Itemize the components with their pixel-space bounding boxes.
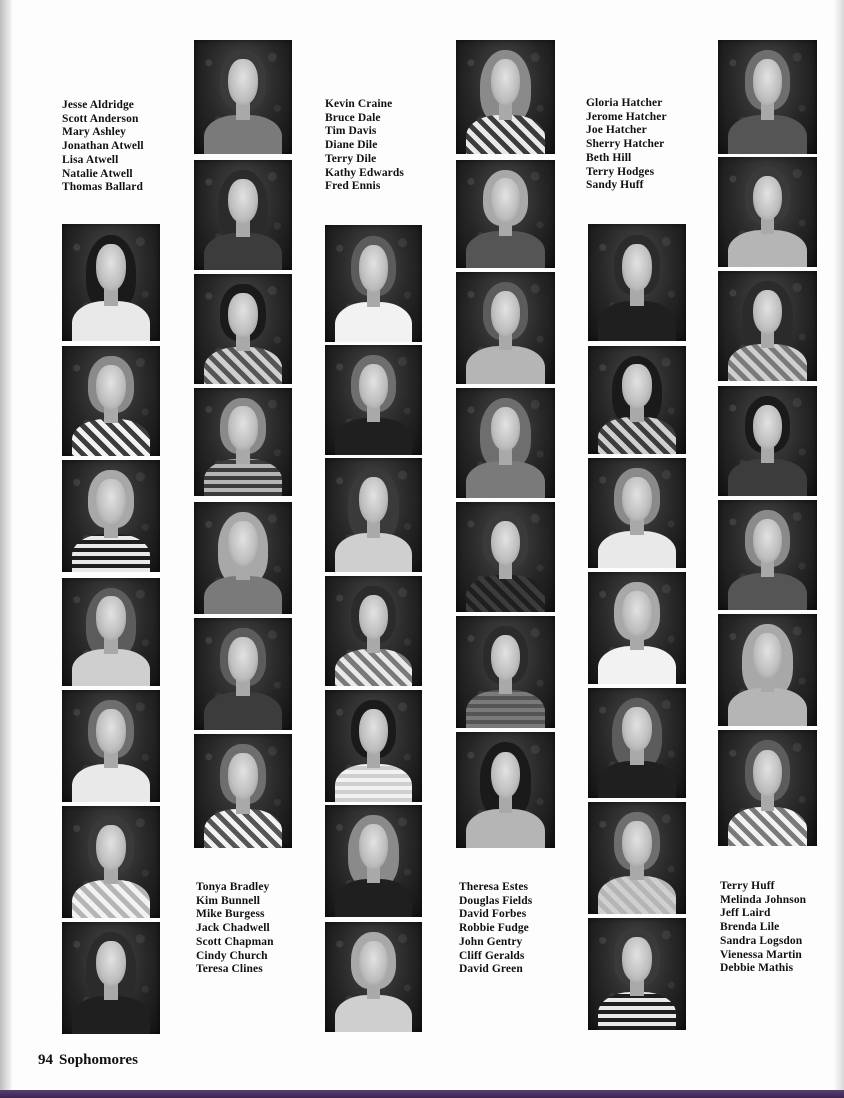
portrait-shirt — [598, 992, 676, 1030]
student-name: Terry Huff — [720, 880, 775, 892]
student-name: Beth Hill — [586, 151, 632, 164]
portrait-shirt — [466, 575, 545, 612]
student-name: Diane Dile — [325, 139, 378, 152]
portrait-shirt — [728, 573, 807, 610]
portrait-shirt — [598, 761, 676, 798]
portrait-face — [753, 633, 783, 678]
portrait-shirt — [728, 807, 807, 846]
portrait-face — [96, 825, 125, 870]
student-name: Debbie Mathis — [720, 962, 794, 975]
student-portrait — [718, 40, 817, 154]
portrait-shirt — [72, 764, 150, 802]
portrait-shirt — [466, 115, 545, 154]
student-name: Joe Hatcher — [586, 124, 647, 137]
portrait-shirt — [598, 417, 676, 454]
portrait-face — [228, 59, 257, 105]
student-portrait — [456, 40, 555, 154]
page-bottom-band — [0, 1090, 844, 1098]
portrait-face — [491, 59, 521, 105]
portrait-face — [228, 521, 257, 566]
student-portrait — [325, 690, 422, 802]
student-portrait — [194, 274, 292, 384]
student-name: Jeff Laird — [720, 907, 771, 920]
portrait-face — [753, 290, 783, 334]
portrait-shirt — [728, 230, 807, 267]
student-portrait — [194, 160, 292, 270]
portrait-shirt — [598, 646, 676, 684]
student-name: Robbie Fudge — [459, 922, 529, 935]
portrait-shirt — [204, 459, 282, 496]
student-portrait — [194, 734, 292, 848]
student-portrait — [325, 225, 422, 342]
portrait-face — [753, 519, 783, 563]
student-portrait — [325, 922, 422, 1032]
student-name: Sandra Logsdon — [720, 934, 803, 947]
student-portrait — [194, 40, 292, 154]
student-portrait — [588, 346, 686, 454]
portrait-shirt — [728, 688, 807, 726]
student-portrait — [588, 224, 686, 341]
student-name: Kevin Craine — [325, 98, 393, 110]
student-portrait — [62, 578, 160, 686]
student-name: John Gentry — [459, 935, 523, 948]
portrait-face — [753, 59, 783, 105]
student-name: Sandy Huff — [586, 179, 644, 192]
portrait-face — [228, 179, 257, 223]
portrait-shirt — [335, 649, 413, 686]
student-name: Mike Burgess — [196, 908, 265, 921]
portrait-shirt — [728, 459, 807, 496]
student-portrait — [588, 688, 686, 798]
portrait-shirt — [598, 876, 676, 914]
portrait-shirt — [466, 809, 545, 848]
portrait-face — [359, 364, 388, 408]
student-portrait — [456, 616, 555, 728]
portrait-face — [359, 941, 388, 985]
portrait-face — [753, 405, 783, 449]
page-number: 94 — [38, 1052, 53, 1068]
student-name: Bruce Dale — [325, 111, 381, 124]
student-name: Tonya Bradley — [196, 881, 270, 893]
student-portrait — [718, 614, 817, 726]
student-name: Kim Bunnell — [196, 894, 261, 907]
student-portrait — [62, 224, 160, 341]
portrait-face — [96, 365, 125, 409]
portrait-face — [359, 824, 388, 869]
student-portrait — [588, 572, 686, 684]
portrait-face — [359, 595, 388, 639]
portrait-shirt — [728, 115, 807, 154]
portrait-face — [753, 176, 783, 220]
portrait-face — [96, 479, 125, 524]
student-name: Terry Dile — [325, 152, 377, 165]
student-portrait — [588, 802, 686, 914]
student-portrait — [456, 272, 555, 384]
portrait-face — [622, 821, 651, 866]
portrait-face — [359, 477, 388, 523]
portrait-shirt — [72, 419, 150, 456]
name-list-3 — [586, 97, 667, 193]
portrait-shirt — [335, 764, 413, 802]
portrait-face — [491, 178, 521, 221]
student-portrait — [62, 690, 160, 802]
portrait-shirt — [466, 346, 545, 384]
student-portrait — [325, 345, 422, 455]
portrait-face — [491, 635, 521, 680]
portrait-face — [491, 752, 521, 798]
portrait-face — [96, 709, 125, 754]
student-name: Jack Chadwell — [196, 922, 270, 935]
student-name: Jonathan Atwell — [62, 140, 144, 153]
student-portrait — [62, 806, 160, 918]
student-name: Natalie Atwell — [62, 167, 133, 180]
student-portrait — [588, 918, 686, 1030]
student-portrait — [194, 388, 292, 496]
portrait-shirt — [72, 534, 150, 572]
name-list-1 — [62, 99, 144, 195]
portrait-shirt — [335, 302, 413, 342]
portrait-face — [622, 244, 651, 291]
student-portrait — [62, 346, 160, 456]
name-list-5 — [459, 881, 532, 977]
page-footer — [38, 1052, 144, 1069]
student-portrait — [456, 502, 555, 612]
portrait-face — [359, 245, 388, 292]
portrait-shirt — [598, 531, 676, 568]
portrait-face — [96, 244, 125, 291]
student-portrait — [456, 732, 555, 848]
portrait-face — [622, 477, 651, 521]
portrait-face — [96, 941, 125, 986]
name-list-6 — [720, 880, 806, 976]
portrait-face — [491, 407, 521, 451]
portrait-shirt — [335, 995, 413, 1032]
student-name: Melinda Johnson — [720, 893, 807, 906]
portrait-shirt — [466, 231, 545, 268]
portrait-face — [228, 637, 257, 682]
portrait-shirt — [204, 692, 282, 730]
portrait-shirt — [598, 301, 676, 341]
student-name: Tim Davis — [325, 125, 377, 138]
student-portrait — [588, 458, 686, 568]
portrait-shirt — [72, 301, 150, 341]
student-portrait — [325, 458, 422, 572]
portrait-shirt — [204, 347, 282, 384]
section-title: Sophomores — [59, 1052, 138, 1068]
student-name: Brenda Lile — [720, 921, 780, 934]
student-name: Terry Hodges — [586, 165, 655, 178]
portrait-face — [228, 293, 257, 337]
student-name: Vienessa Martin — [720, 948, 802, 961]
portrait-shirt — [335, 418, 413, 455]
student-name: Sherry Hatcher — [586, 138, 665, 151]
portrait-face — [622, 707, 651, 751]
portrait-shirt — [204, 233, 282, 270]
portrait-shirt — [335, 879, 413, 917]
portrait-shirt — [72, 996, 150, 1034]
portrait-face — [228, 406, 257, 449]
student-portrait — [325, 576, 422, 686]
student-name: Jesse Aldridge — [62, 99, 134, 111]
portrait-shirt — [466, 690, 545, 728]
student-name: Teresa Clines — [196, 963, 263, 976]
student-name: David Forbes — [459, 908, 527, 921]
student-portrait — [194, 502, 292, 614]
portrait-face — [359, 709, 388, 754]
student-portrait — [718, 386, 817, 496]
student-portrait — [718, 500, 817, 610]
portrait-shirt — [204, 576, 282, 614]
student-name: Fred Ennis — [325, 180, 381, 193]
student-portrait — [62, 922, 160, 1034]
student-portrait — [718, 271, 817, 381]
portrait-face — [96, 596, 125, 639]
student-portrait — [456, 160, 555, 268]
portrait-shirt — [728, 344, 807, 381]
portrait-shirt — [72, 649, 150, 686]
portrait-face — [491, 521, 521, 565]
portrait-face — [622, 591, 651, 636]
student-name: Jerome Hatcher — [586, 110, 667, 123]
portrait-face — [622, 364, 651, 407]
student-portrait — [194, 618, 292, 730]
portrait-shirt — [466, 461, 545, 498]
student-name: Cliff Geralds — [459, 949, 525, 962]
name-list-2 — [325, 98, 404, 194]
page-edge-shadow — [834, 0, 844, 1098]
portrait-face — [228, 753, 257, 799]
student-name: Gloria Hatcher — [586, 97, 663, 109]
portrait-face — [622, 937, 651, 982]
student-name: Kathy Edwards — [325, 166, 404, 179]
student-name: Lisa Atwell — [62, 153, 119, 166]
student-name: Cindy Church — [196, 949, 268, 962]
portrait-shirt — [204, 809, 282, 848]
student-portrait — [456, 388, 555, 498]
student-name: David Green — [459, 963, 523, 976]
student-name: Mary Ashley — [62, 126, 127, 139]
student-name: Theresa Estes — [459, 881, 529, 893]
portrait-face — [753, 750, 783, 796]
portrait-shirt — [72, 880, 150, 918]
student-name: Thomas Ballard — [62, 181, 143, 194]
portrait-face — [491, 291, 521, 336]
student-portrait — [62, 460, 160, 572]
binding-shadow — [0, 0, 12, 1098]
student-portrait — [718, 730, 817, 846]
portrait-shirt — [335, 533, 413, 572]
student-name: Douglas Fields — [459, 894, 533, 907]
name-list-4 — [196, 881, 274, 977]
student-portrait — [325, 805, 422, 917]
student-portrait — [718, 157, 817, 267]
student-name: Scott Anderson — [62, 112, 139, 125]
portrait-shirt — [204, 115, 282, 154]
student-name: Scott Chapman — [196, 935, 274, 948]
